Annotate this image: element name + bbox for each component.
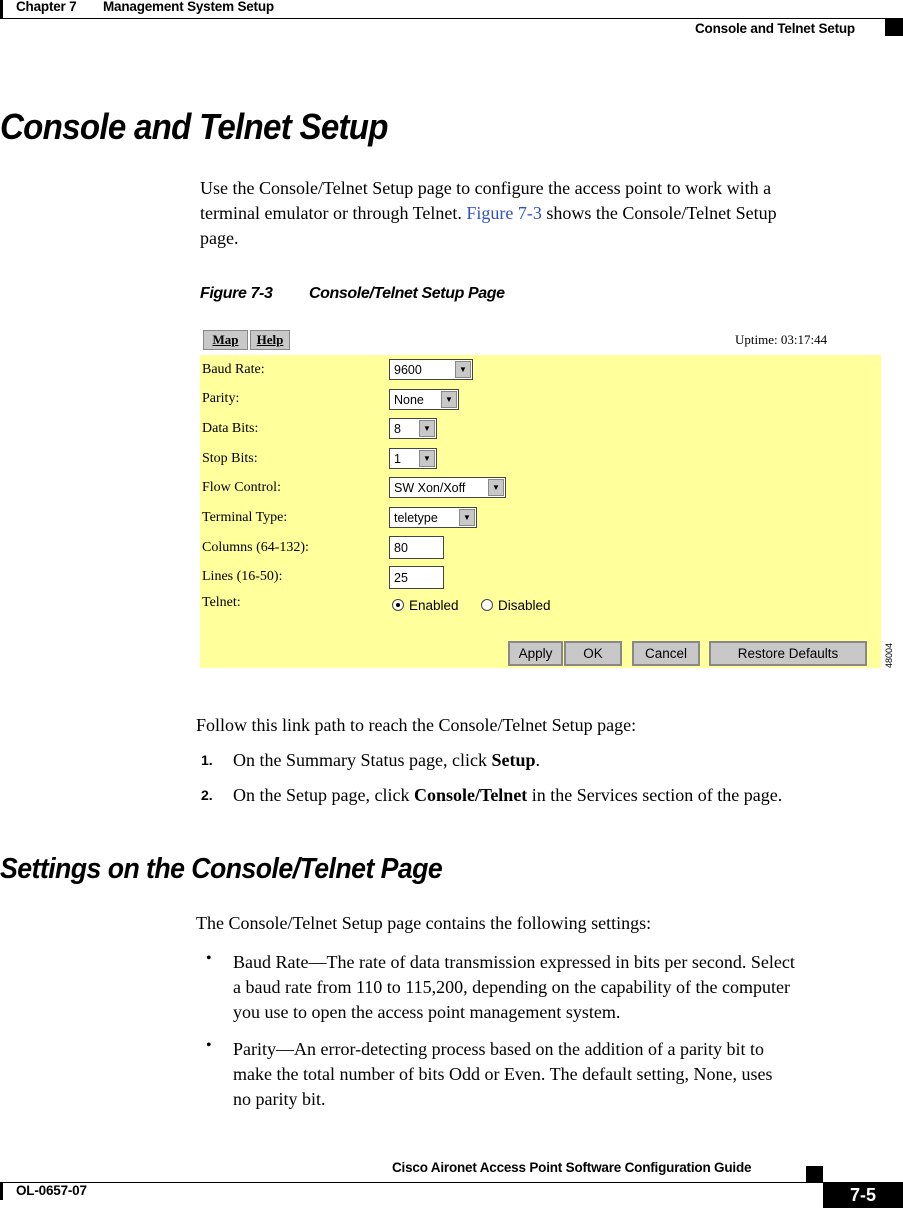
flow-control-select[interactable]	[389, 477, 506, 498]
baud-rate-value: 9600	[394, 362, 422, 377]
columns-input[interactable]: 80	[389, 536, 444, 559]
chevron-down-icon: ▼	[441, 391, 457, 408]
radio-selected-icon	[392, 599, 404, 611]
data-bits-value: 8	[394, 421, 401, 436]
flow-control-label: Flow Control:	[202, 480, 281, 495]
telnet-enabled-label: Enabled	[409, 597, 459, 613]
bullet-baud-rate	[233, 950, 903, 1025]
intro-text-a: terminal emulator or through Telnet.	[200, 203, 467, 223]
step-2-link-console-telnet: Console/Telnet	[413, 785, 528, 805]
chevron-down-icon: ▼	[459, 509, 475, 526]
footer-guide-title: Cisco Aironet Access Point Software Configuration Guide	[392, 1160, 752, 1175]
stop-bits-select[interactable]	[389, 448, 437, 469]
stop-bits-value: 1	[394, 451, 401, 466]
bullet-parity	[233, 1037, 903, 1112]
chevron-down-icon: ▼	[488, 479, 504, 496]
chevron-down-icon: ▼	[455, 361, 471, 378]
terminal-type-label: Terminal Type:	[202, 510, 288, 525]
form-panel	[200, 355, 881, 668]
lines-input[interactable]: 25	[389, 566, 444, 589]
chevron-down-icon: ▼	[419, 420, 435, 437]
header-rule	[0, 18, 903, 19]
bullet-line: no parity bit.	[233, 1089, 326, 1109]
bullet-line: Baud Rate—The rate of data transmission expressed in bits per second. Select	[233, 952, 795, 972]
bullet-icon: •	[206, 1037, 212, 1054]
section-heading: Settings on the Console/Telnet Page	[0, 853, 443, 885]
figure-link[interactable]: Figure 7-3	[466, 203, 542, 223]
figure-id: 48004	[884, 642, 894, 668]
step-2	[233, 783, 782, 808]
telnet-enabled-radio[interactable]	[392, 597, 459, 613]
intro-text-b: shows the Console/Telnet Setup	[541, 203, 777, 223]
apply-button[interactable]: Apply	[508, 641, 563, 666]
restore-defaults-button[interactable]: Restore Defaults	[709, 641, 867, 666]
header-chapter-title: Management System Setup	[103, 0, 274, 14]
bullet-line: a baud rate from 110 to 115,200, depending on the capability of the computer	[233, 977, 791, 997]
data-bits-select[interactable]	[389, 418, 437, 439]
bullet-line: make the total number of bits Odd or Even. The default setting, None, uses	[233, 1064, 773, 1084]
telnet-label: Telnet:	[202, 595, 241, 610]
bullet-line: Parity—An error-detecting process based on the addition of a parity bit to	[233, 1039, 764, 1059]
radio-unselected-icon	[481, 599, 493, 611]
baud-rate-select[interactable]	[389, 359, 473, 380]
header-section: Console and Telnet Setup	[695, 21, 855, 36]
parity-select[interactable]	[389, 389, 459, 410]
intro-line-3: page.	[200, 228, 239, 248]
ok-button[interactable]: OK	[564, 641, 622, 666]
page-number: 7-5	[823, 1182, 903, 1208]
chevron-down-icon: ▼	[419, 450, 435, 467]
terminal-type-value: teletype	[394, 510, 438, 525]
parity-label: Parity:	[202, 391, 240, 406]
baud-rate-label: Baud Rate:	[202, 362, 265, 377]
header-bar	[0, 0, 3, 18]
follow-paragraph: Follow this link path to reach the Console/Telnet Setup page:	[196, 715, 637, 735]
page-title: Console and Telnet Setup	[0, 106, 388, 147]
map-button[interactable]: Map	[203, 330, 248, 350]
intro-line-1: Use the Console/Telnet Setup page to configure the access point to work with a	[200, 178, 772, 198]
intro-line-2	[200, 201, 900, 226]
figure-number: Figure 7-3	[200, 285, 273, 302]
step-1-end: .	[535, 750, 540, 770]
telnet-disabled-radio[interactable]	[481, 597, 551, 613]
step-1	[233, 748, 540, 773]
cancel-button[interactable]: Cancel	[632, 641, 700, 666]
flow-control-value: SW Xon/Xoff	[394, 480, 466, 495]
stop-bits-label: Stop Bits:	[202, 451, 258, 466]
footer-block	[806, 1166, 823, 1182]
step-number: 1.	[201, 752, 213, 768]
step-number: 2.	[201, 787, 213, 803]
step-1-text: On the Summary Status page, click	[233, 750, 492, 770]
parity-value: None	[394, 392, 424, 407]
bullet-icon: •	[206, 950, 212, 967]
terminal-type-select[interactable]	[389, 507, 477, 528]
step-2-end: in the Services section of the page.	[527, 785, 783, 805]
step-2-text: On the Setup page, click	[233, 785, 414, 805]
bullet-line: you use to open the access point management system.	[233, 1002, 621, 1022]
footer-doc-id: OL-0657-07	[16, 1183, 87, 1198]
header-block	[885, 18, 903, 36]
uptime-readout: Uptime: 03:17:44	[735, 332, 828, 347]
step-1-link-setup: Setup	[491, 750, 536, 770]
help-button[interactable]: Help	[250, 330, 290, 350]
telnet-disabled-label: Disabled	[498, 597, 551, 613]
settings-intro: The Console/Telnet Setup page contains the following settings:	[196, 913, 652, 933]
intro-paragraph	[200, 176, 900, 251]
data-bits-label: Data Bits:	[202, 421, 259, 436]
columns-label: Columns (64-132):	[202, 540, 309, 555]
footer-bar	[0, 1182, 3, 1200]
header-chapter: Chapter 7	[16, 0, 77, 14]
lines-label: Lines (16-50):	[202, 569, 283, 584]
footer-rule	[0, 1182, 903, 1183]
figure-caption: Console/Telnet Setup Page	[309, 285, 505, 302]
